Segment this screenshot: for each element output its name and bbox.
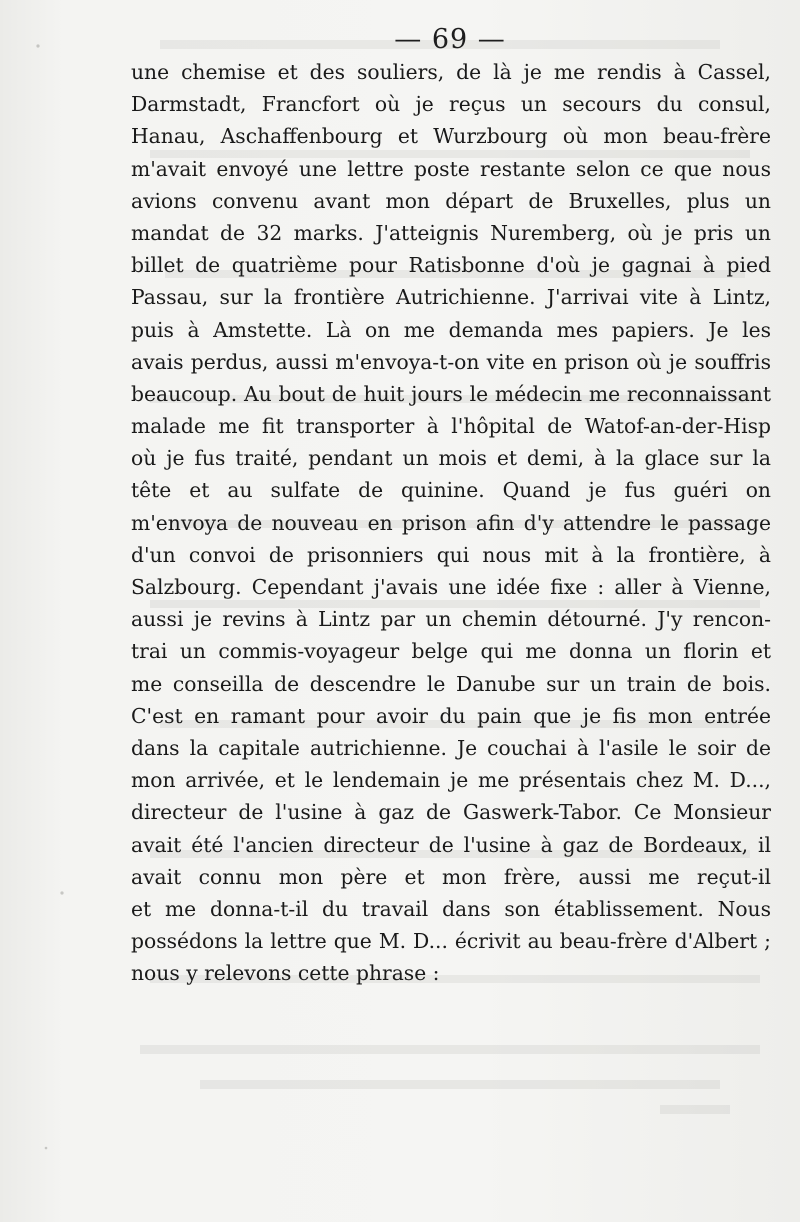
text-line: tête et au sulfate de quinine. Quand je fus guéri on: [131, 478, 771, 503]
text-line: et me donna-t-il du travail dans son établissement. Nous: [131, 896, 771, 921]
text-line: avait connu mon père et mon frère, aussi me reçut-il: [131, 864, 771, 889]
text-line: possédons la lettre que M. D... écrivit au beau-frère d'Albert ;: [131, 929, 771, 954]
text-line: puis à Amstette. Là on me demanda mes papiers. Je les: [131, 317, 771, 342]
text-line: mandat de 32 marks. J'atteignis Nuremberg, où je pris un: [131, 220, 771, 245]
text-line: où je fus traité, pendant un mois et demi, à la glace sur la: [131, 446, 771, 471]
text-line: m'avait envoyé une lettre poste restante selon ce que nous: [131, 156, 771, 181]
text-line: avions convenu avant mon départ de Bruxelles, plus un: [131, 188, 771, 213]
text-line: me conseilla de descendre le Danube sur un train de bois.: [131, 671, 771, 696]
text-line: Hanau, Aschaffenbourg et Wurzbourg où mon beau-frère: [131, 124, 771, 149]
text-line: Salzbourg. Cependant j'avais une idée fixe : aller à Vienne,: [131, 575, 771, 599]
text-line: beaucoup. Au bout de huit jours le médecin me reconnaissant: [131, 381, 771, 406]
text-line: une chemise et des souliers, de là je me rendis à Cassel,: [131, 60, 771, 84]
text-line: d'un convoi de prisonniers qui nous mit à la frontière, à: [131, 542, 771, 567]
text-line: avait été l'ancien directeur de l'usine à gaz de Bordeaux, il: [131, 832, 771, 857]
text-line: aussi je revins à Lintz par un chemin détourné. J'y rencon-: [131, 607, 771, 632]
text-line: trai un commis-voyageur belge qui me donna un florin et: [131, 639, 771, 664]
text-line: malade me fit transporter à l'hôpital de Watof-an-der-Hisp: [131, 414, 771, 439]
text-line: nous y relevons cette phrase :: [131, 961, 440, 986]
text-line: mon arrivée, et le lendemain je me présentais chez M. D...,: [131, 768, 771, 793]
text-line: m'envoya de nouveau en prison afin d'y attendre le passage: [131, 510, 771, 535]
text-line: Darmstadt, Francfort où je reçus un secours du consul,: [131, 92, 771, 117]
body-text: [131, 56, 771, 989]
text-line: dans la capitale autrichienne. Je couchai à l'asile le soir de: [131, 735, 771, 760]
text-line: avais perdus, aussi m'envoya-t-on vite en prison où je souffris: [131, 349, 771, 374]
text-line: billet de quatrième pour Ratisbonne d'où je gagnai à pied: [131, 253, 771, 278]
text-line: directeur de l'usine à gaz de Gaswerk-Tabor. Ce Monsieur: [131, 800, 771, 825]
text-line: Passau, sur la frontière Autrichienne. J'arrivai vite à Lintz,: [131, 285, 771, 310]
page-number: — 69 —: [394, 24, 506, 55]
text-line: C'est en ramant pour avoir du pain que je fis mon entrée: [131, 703, 771, 728]
